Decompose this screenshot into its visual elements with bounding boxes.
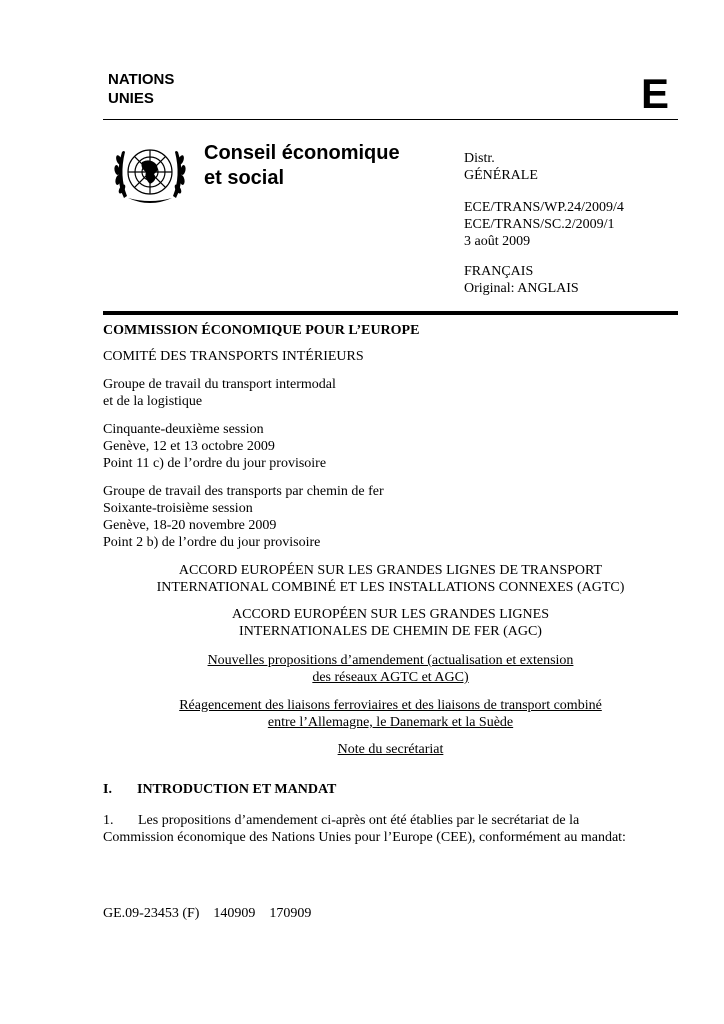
agc-title-line1: ACCORD EUROPÉEN SUR LES GRANDES LIGNES [232,607,549,622]
heavy-divider [103,311,678,315]
session-1-line1: Cinquante-deuxième session [103,422,264,437]
paragraph-1-line1: Les propositions d’amendement ci-après ont été établies par le secrétariat de la [138,813,580,828]
council-name-line1: Conseil économique [204,142,400,164]
agtc-title [103,562,678,596]
agtc-title-line2: INTERNATIONAL COMBINÉ ET LES INSTALLATIONS CONNEXES (AGTC) [156,580,625,595]
session-1-line2: Genève, 12 et 13 octobre 2009 [103,439,275,454]
distr-label: Distr. [464,151,495,166]
working-group-2 [103,483,384,551]
document-language: FRANÇAIS [464,264,534,279]
working-group-2-line4: Point 2 b) de l’ordre du jour provisoire [103,535,321,550]
council-name-line2: et social [204,167,285,189]
session-1 [103,421,326,472]
realignment-title [103,697,678,731]
secretariat-note: Note du secrétariat [337,742,444,757]
session-1-line3: Point 11 c) de l’ordre du jour provisoire [103,456,327,471]
header-divider [103,119,678,120]
committee-heading: COMITÉ DES TRANSPORTS INTÉRIEURS [103,349,364,364]
original-language: Original: ANGLAIS [464,281,579,296]
working-group-2-line1: Groupe de travail des transports par chemin de fer [103,484,384,499]
paragraph-1 [103,812,683,846]
working-group-2-line3: Genève, 18-20 novembre 2009 [103,518,277,533]
agc-title-line2: INTERNATIONALES DE CHEMIN DE FER (AGC) [239,624,542,639]
realignment-line1: Réagencement des liaisons ferroviaires et des liaisons de transport combiné [179,698,602,713]
org-name-line2: UNIES [108,90,154,107]
language-code: E [641,70,670,117]
distr-type: GÉNÉRALE [464,168,538,183]
working-group-1-line1: Groupe de travail du transport intermodal [103,377,336,392]
agtc-title-line1: ACCORD EUROPÉEN SUR LES GRANDES LIGNES DE TRANSPORT [178,563,603,578]
agc-title [103,606,678,640]
org-name-line1: NATIONS [108,71,175,88]
new-proposals-title [103,652,678,686]
working-group-1 [103,376,336,410]
language-block [464,263,579,297]
council-name [204,141,400,191]
working-group-2-line2: Soixante-troisième session [103,501,253,516]
section-title: INTRODUCTION ET MANDAT [137,782,337,797]
job-number-footer: GE.09-23453 (F) 140909 170909 [103,906,312,921]
document-symbol-1: ECE/TRANS/WP.24/2009/4 [464,200,624,215]
document-symbols [464,199,624,250]
paragraph-number: 1. [103,813,114,828]
section-number: I. [103,782,112,797]
un-emblem-icon [110,138,190,210]
document-date: 3 août 2009 [464,234,531,249]
org-name [108,70,174,108]
distribution-block [464,150,538,184]
commission-heading: COMMISSION ÉCONOMIQUE POUR L’EUROPE [103,323,420,338]
document-symbol-2: ECE/TRANS/SC.2/2009/1 [464,217,615,232]
new-proposals-line1: Nouvelles propositions d’amendement (actualisation et extension [207,653,574,668]
working-group-1-line2: et de la logistique [103,394,203,409]
realignment-line2: entre l’Allemagne, le Danemark et la Suède [267,715,514,730]
new-proposals-line2: des réseaux AGTC et AGC) [312,670,469,685]
paragraph-1-line2: Commission économique des Nations Unies pour l’Europe (CEE), conformément au mandat: [103,830,626,845]
